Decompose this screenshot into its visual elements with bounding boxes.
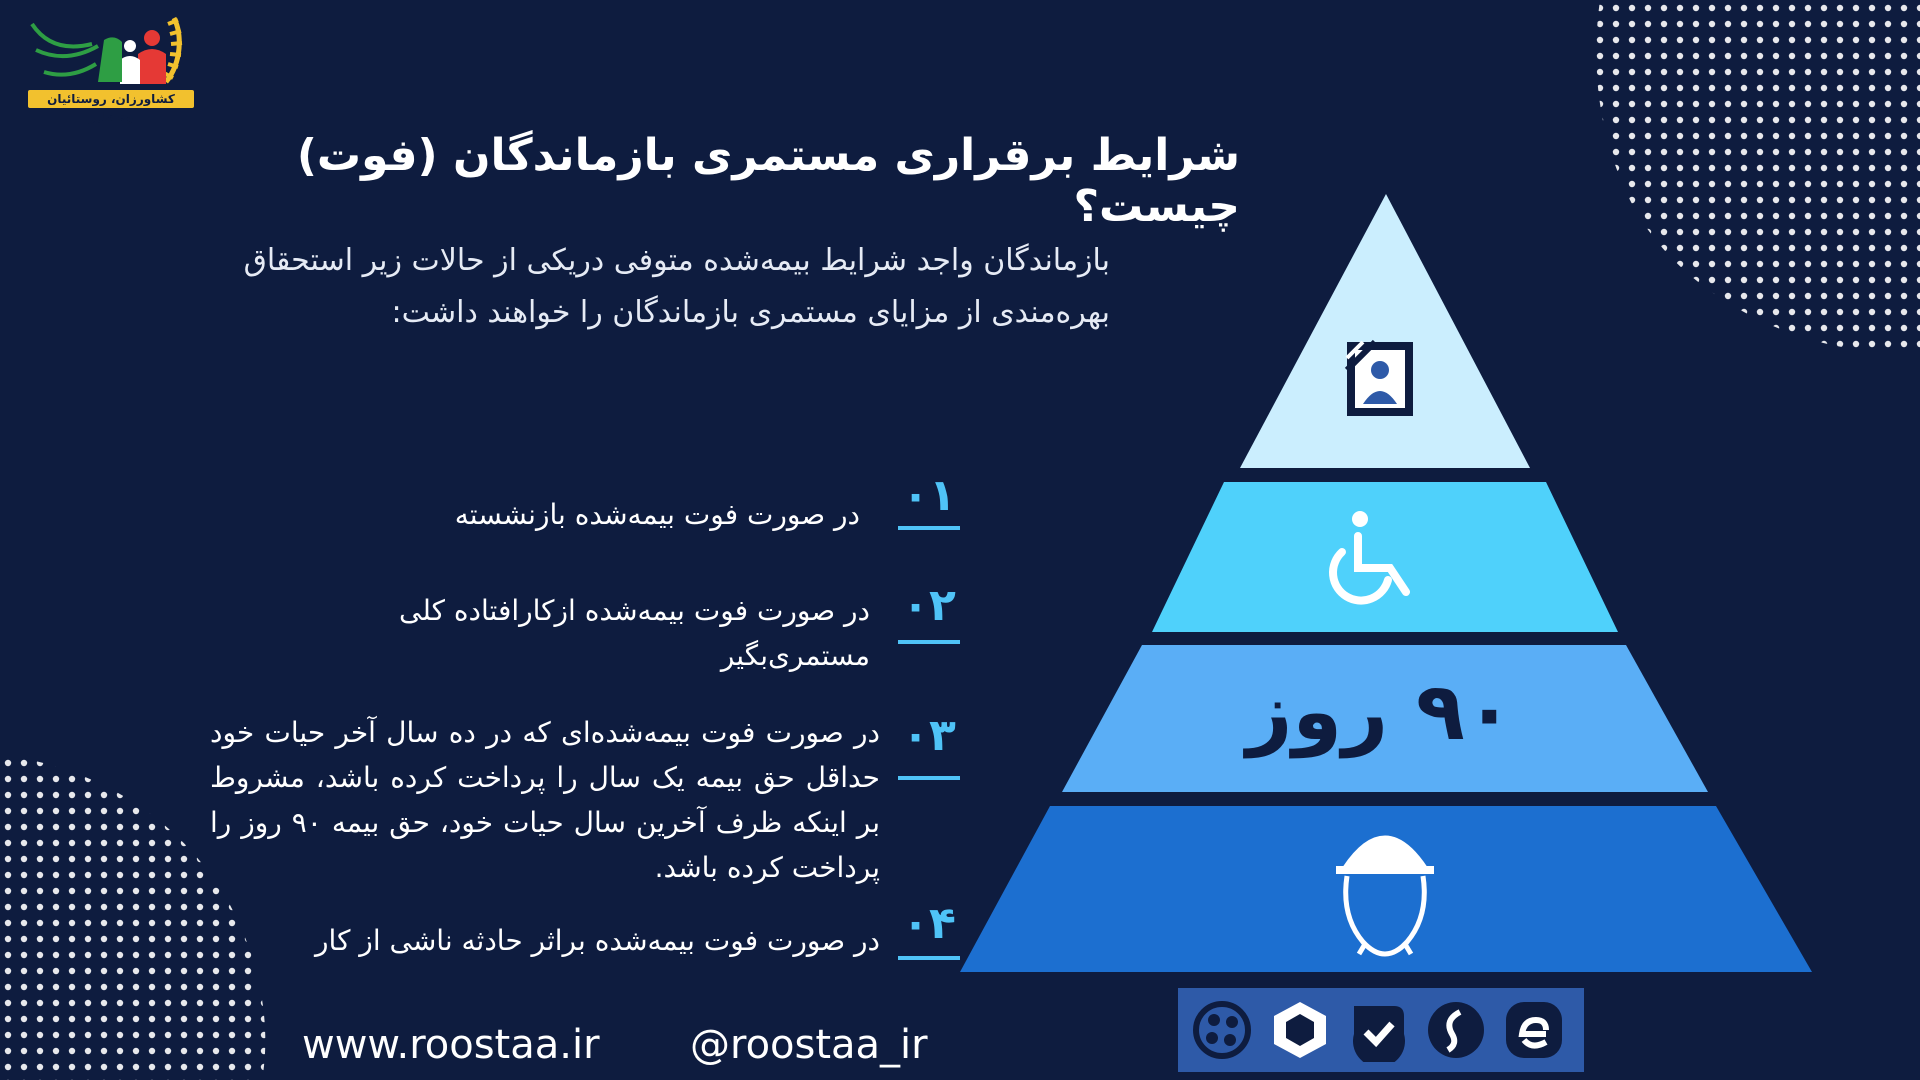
item-text-1: در صورت فوت بیمه‌شده بازنشسته — [454, 498, 860, 531]
rubika-icon[interactable] — [1268, 998, 1332, 1062]
item-text-2: در صورت فوت بیمه‌شده ازکارافتاده کلی مستمری‌بگیر — [399, 594, 870, 672]
page-title: شرایط برقراری مستمری بازماندگان (فوت) چیست؟ — [296, 130, 1240, 232]
item-number-3: ۰۳ — [902, 710, 956, 761]
aparat-icon[interactable] — [1190, 998, 1254, 1062]
item-text-4: در صورت فوت بیمه‌شده براثر حادثه ناشی از کار — [315, 924, 880, 957]
logo-tagline: کشاورزان، روستائیان وعشایر — [28, 90, 194, 108]
social-handle[interactable]: @roostaa_ir — [690, 1022, 928, 1068]
bale-icon[interactable] — [1346, 998, 1410, 1062]
pyramid-level-1 — [1240, 194, 1530, 468]
pyramid-level-4 — [960, 806, 1812, 972]
pyramid-days-label: ۹۰ روز — [1246, 665, 1514, 758]
apps-bar — [1178, 988, 1584, 1072]
item-number-2: ۰۲ — [902, 580, 956, 631]
eitaa-icon[interactable] — [1502, 998, 1566, 1062]
intro-paragraph: بازماندگان واجد شرایط بیمه‌شده متوفی دریکی از حالات زیر استحقاق بهره‌مندی از مزایای مستمری بازماندگان را خواهند داشت: — [243, 243, 1110, 330]
soroush-icon[interactable] — [1424, 998, 1488, 1062]
deceased-portrait-icon — [1347, 342, 1413, 416]
pyramid-level-2 — [1152, 482, 1618, 632]
website-link[interactable]: www.roostaa.ir — [302, 1022, 600, 1068]
item-number-1: ۰۱ — [902, 470, 956, 521]
item-number-4: ۰۴ — [902, 898, 956, 949]
item-text-3: در صورت فوت بیمه‌شده‌ای که در ده سال آخر حیات خود حداقل حق بیمه یک سال را پرداخت کرده باشد، مشروط بر اینکه ظرف آخرین سال حیات خود، حق بیمه ۹۰ روز را پرداخت کرده باشد. — [210, 716, 880, 884]
